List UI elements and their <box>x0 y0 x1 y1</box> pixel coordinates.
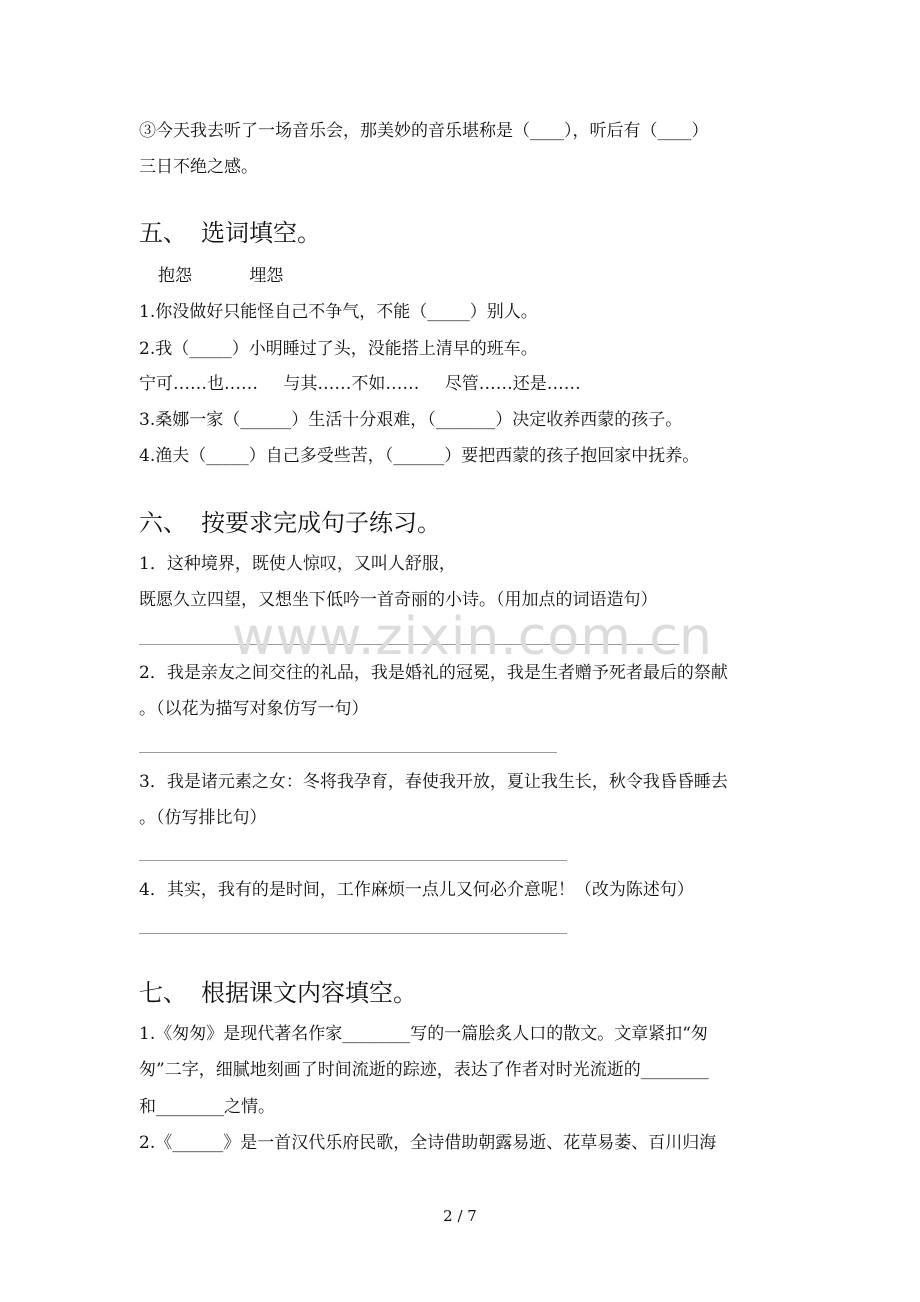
word-choice: 埋怨 <box>249 266 284 286</box>
section-title: 按要求完成句子练习。 <box>201 509 441 537</box>
s6-question-3-line-1: 3．我是诸元素之女：冬将我孕育，春使我开放，夏让我生长，秋令我昏昏睡去 <box>139 772 728 792</box>
word-choice: 与其……不如…… <box>283 374 420 394</box>
s6-question-1-line-2: 既愿久立四望，又想坐下低吟一首奇丽的小诗。（用加点的词语造句） <box>139 590 658 610</box>
s5-question-1: 1.你没做好只能怪自己不争气，不能（_____）别人。 <box>139 302 538 322</box>
intro-line-1: ③今天我去听了一场音乐会，那美妙的音乐堪称是（____），听后有（____） <box>139 121 709 141</box>
s5-question-3: 3.桑娜一家（______）生活十分艰难，（_______）决定收养西蒙的孩子。 <box>139 410 683 430</box>
s6-question-3-line-2: 。（仿写排比句） <box>139 808 267 828</box>
section-number: 五、 <box>139 219 187 247</box>
section-title: 根据课文内容填空。 <box>201 979 417 1007</box>
section-number: 六、 <box>139 509 187 537</box>
answer-line[interactable] <box>139 752 557 753</box>
section-7-heading <box>139 978 417 1008</box>
s6-question-1-line-1: 1．这种境界，既使人惊叹，又叫人舒服， <box>139 554 456 574</box>
word-choice: 尽管……还是…… <box>444 374 581 394</box>
s6-question-2-line-2: 。（以花为描写对象仿写一句） <box>139 699 369 719</box>
answer-line[interactable] <box>139 933 567 934</box>
watermark: www.zixin.com.cn <box>232 607 713 667</box>
intro-line-2: 三日不绝之感。 <box>139 157 258 177</box>
s6-question-2-line-1: 2．我是亲友之间交往的礼品，我是婚礼的冠冕，我是生者赠予死者最后的祭献 <box>139 663 728 683</box>
s5-question-2: 2.我（_____）小明睡过了头，没能搭上清早的班车。 <box>139 339 538 359</box>
word-choice: 宁可……也…… <box>139 374 258 394</box>
s5-question-4: 4.渔夫（_____）自己多受些苦，（______）要把西蒙的孩子抱回家中抚养。 <box>139 446 700 466</box>
word-choices-a <box>158 265 283 287</box>
section-number: 七、 <box>139 979 187 1007</box>
s7-question-2: 2.《______》是一首汉代乐府民歌，全诗借助朝露易逝、花草易萎、百川归海 <box>139 1133 717 1153</box>
s7-question-1-line-2: 匆”二字，细腻地刻画了时间流逝的踪迹，表达了作者对时光流逝的________ <box>139 1060 709 1080</box>
s7-question-1-line-3: 和________之情。 <box>139 1097 275 1117</box>
s7-question-1-line-1: 1.《匆匆》是现代著名作家________写的一篇脍炙人口的散文。文章紧扣“匆 <box>139 1024 708 1044</box>
page-number: 2 / 7 <box>443 1207 477 1225</box>
answer-line[interactable] <box>139 860 567 861</box>
section-5-heading <box>139 218 321 248</box>
s6-question-4: 4．其实，我有的是时间，工作麻烦一点儿又何必介意呢！（改为陈述句） <box>139 880 694 900</box>
word-choices-b <box>139 373 581 395</box>
section-title: 选词填空。 <box>201 219 321 247</box>
word-choice: 抱怨 <box>158 266 192 286</box>
section-6-heading <box>139 508 441 538</box>
